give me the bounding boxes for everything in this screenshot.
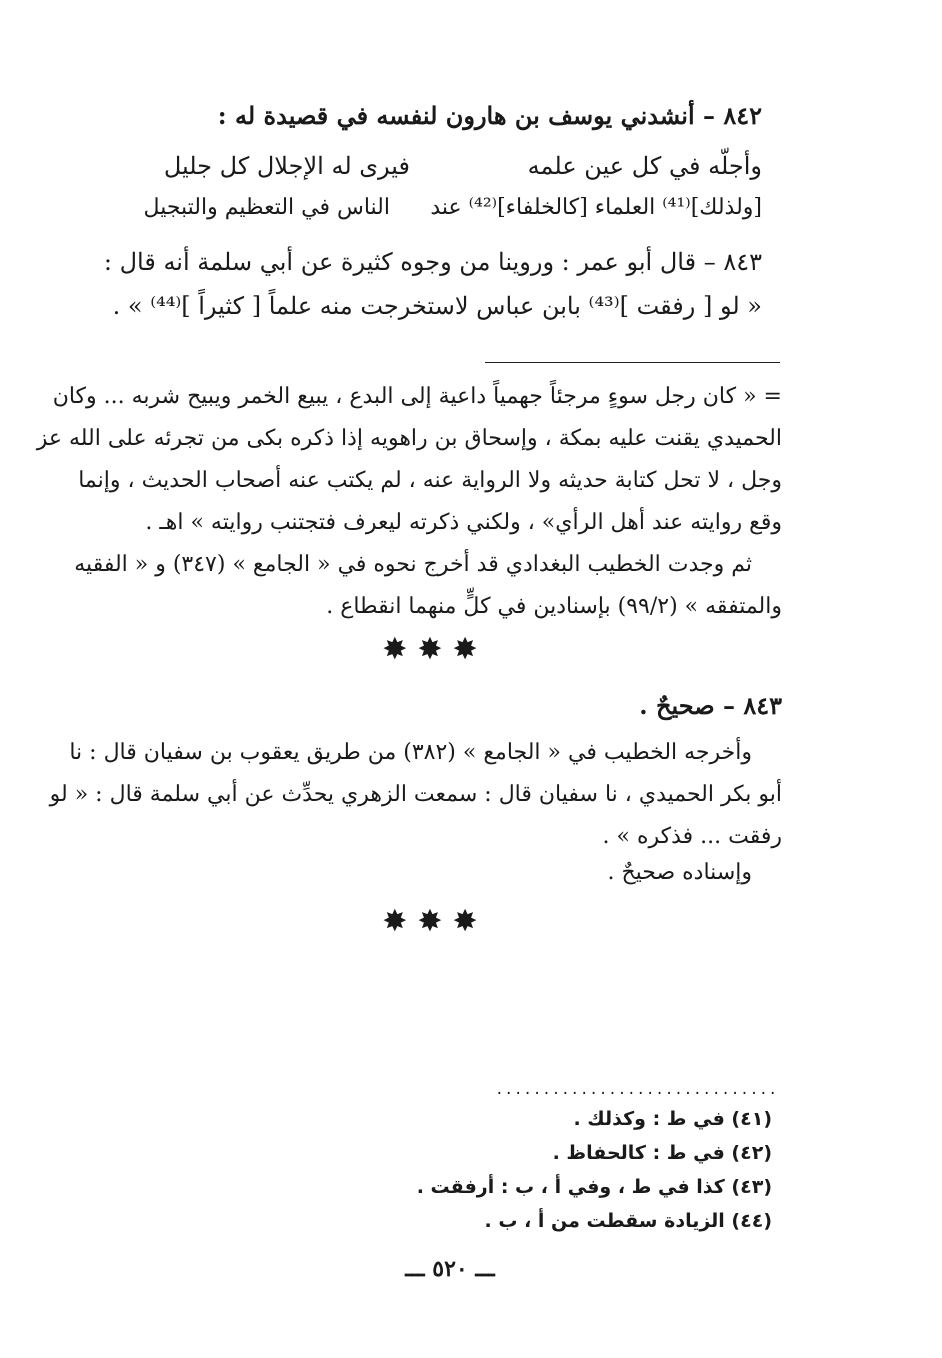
entry-843-line-1: ٨٤٣ – قال أبو عمر : وروينا من وجوه كثيرة عن أبي سلمة أنه قال : bbox=[103, 248, 762, 276]
footnote-44: (٤٤) الزيادة سقطت من أ ، ب . bbox=[484, 1210, 772, 1232]
grade-line: أبو بكر الحميدي ، نا سفيان قال : سمعت الزهري يحدِّث عن أبي سلمة قال : « لو bbox=[49, 782, 782, 807]
commentary-para-2-line: ثم وجدت الخطيب البغدادي قد أخرج نحوه في « الجامع » (٣٤٧) و « الفقيه bbox=[74, 552, 752, 577]
verse-1-first-hemistich: وأجلّه في كل عين علمه bbox=[527, 152, 762, 180]
page-number: ـــ ٥٢٠ ـــ bbox=[405, 1256, 495, 1282]
verse-1-second-hemistich: فيرى له الإجلال كل جليل bbox=[163, 152, 410, 180]
footnote-42: (٤٢) في ط : كالحفاظ . bbox=[552, 1142, 772, 1164]
grade-line: رفقت ... فذكره » . bbox=[602, 824, 782, 849]
section-divider-stars: ✸✸✸ bbox=[382, 904, 488, 939]
verse-2-first-hemistich: [ولذلك]⁽⁴¹⁾ العلماء [كالخلفاء]⁽⁴²⁾ عند bbox=[430, 195, 762, 220]
grade-line: وإسناده صحيحٌ . bbox=[607, 860, 752, 885]
footnote-dots-separator: .............................. bbox=[495, 1082, 778, 1098]
footnote-43: (٤٣) كذا في ط ، وفي أ ، ب : أرفقت . bbox=[416, 1176, 772, 1198]
commentary-line: الحميدي يقنت عليه بمكة ، وإسحاق بن راهويه إذا ذكره بكى من تجرئه على الله عز bbox=[36, 426, 782, 451]
grade-heading: ٨٤٣ – صحيحٌ . bbox=[639, 691, 782, 720]
commentary-para-2-line: والمتفقه » (٩٩/٢) بإسنادين في كلٍّ منهما انقطاع . bbox=[326, 594, 782, 619]
footnote-separator bbox=[485, 362, 780, 363]
verse-2-second-hemistich: الناس في التعظيم والتبجيل bbox=[143, 195, 390, 220]
commentary-line: = « كان رجل سوءٍ مرجئاً جهمياً داعية إلى البدع ، يبيع الخمر ويبيح شربه ... وكان bbox=[52, 384, 782, 409]
entry-842-heading: ٨٤٢ – أنشدني يوسف بن هارون لنفسه في قصيدة له : bbox=[217, 101, 762, 130]
footnote-41: (٤١) في ط : وكذلك . bbox=[573, 1108, 772, 1130]
entry-843-line-2: « لو [ رفقت ]⁽⁴³⁾ بابن عباس لاستخرجت منه علماً [ كثيراً ]⁽⁴⁴⁾ » . bbox=[112, 292, 762, 320]
commentary-line: وقع روايته عند أهل الرأي» ، ولكني ذكرته ليعرف فتجتنب روايته » اهـ . bbox=[145, 510, 782, 535]
section-divider-stars: ✸✸✸ bbox=[382, 632, 488, 667]
commentary-line: وجل ، لا تحل كتابة حديثه ولا الرواية عنه ، لم يكتب عنه أصحاب الحديث ، وإنما bbox=[78, 468, 782, 493]
grade-line: وأخرجه الخطيب في « الجامع » (٣٨٢) من طريق يعقوب بن سفيان قال : نا bbox=[69, 740, 752, 765]
